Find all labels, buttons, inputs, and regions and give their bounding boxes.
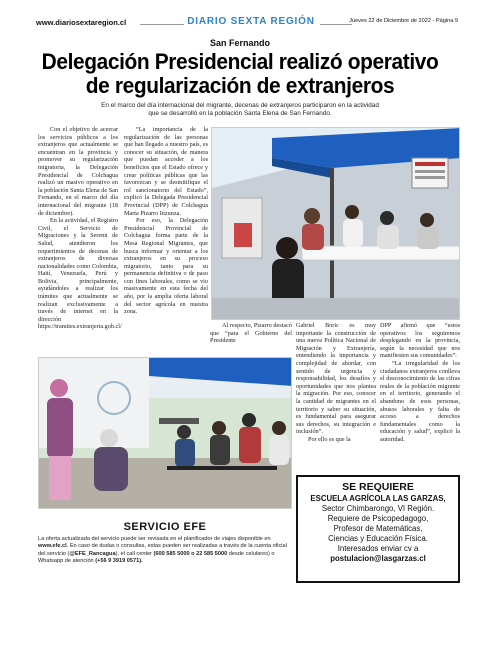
ad-school: ESCUELA AGRÍCOLA LAS GARZAS,	[310, 494, 446, 503]
paragraph: “La importancia de la regularización de las personas que han llegado a nuestro país, es conocer su situación, de manera que puedan acceder a los beneficios que el Estado ofrece y crear políticas públicas que las favorezcan y se desmitifique el rol sancionatorio del Estado”, explicó la Delegada Presidencial Provincial (DPP) de Colchagua Marta Pizarro Inzunza.	[124, 126, 208, 217]
article-column-4	[296, 322, 376, 444]
article-column-5	[380, 322, 460, 444]
masthead-rule-right	[320, 24, 352, 25]
masthead-date: Jueves 22 de Diciembre de 2022 - Página 9	[349, 18, 458, 24]
headline-line-1: Delegación Presidencial realizó operativo	[41, 49, 439, 74]
paragraph: Por ello es que la	[308, 435, 351, 443]
ad-title: SE REQUIERE	[342, 481, 414, 493]
paragraph: Con el objetivo de acercar los servicios públicos a los extranjeros que actualmente se encuentran en la provincia y promover su regularización migratoria, la Delegación Presidencial de Colchagua realizó un masivo operativo en la población Santa Elena de San Fernando, en el marco del día internacional del migrante (18 de diciembre).	[38, 126, 118, 217]
paragraph: En la actividad, el Registro Civil, el Servicio de Migraciones y la Seremi de Salud, atendieron los requerimientos de decenas de extranjeros de diversas nacionalidades como Colombia, Haití, Venezuela, Perú y Bolivia, principalmente, ayudándoles a realizar los trámites que actualmente se realizan exclusivamente a través de internet en la dirección https://tramites.extranjeria.gob.cl/	[38, 217, 122, 331]
photo-attendees	[38, 357, 292, 509]
paragraph: Gabriel Boric es muy importante la construcción de una nueva Política Nacional de Migración y Extranjería, entendiendo la importancia y complejidad de abordar, con sentido de urgencia y responsabilidad, los desafíos y oportunidades que nos plantea la migración. Por eso, conocer la cantidad de migrantes en el territorio y saber su situación, es fundamental para asegurar sus derechos, su integración e inclusión”.	[296, 322, 376, 436]
ad-line: Requiere de Psicopedagogo,	[327, 514, 429, 523]
job-advertisement	[296, 475, 460, 583]
efe-website-link[interactable]: www.efe.cl	[38, 543, 67, 550]
ad-line: Sector Chimbarongo, VI Región.	[321, 504, 435, 513]
ad-email[interactable]: postulacion@lasgarzas.cl	[330, 554, 426, 563]
efe-text: La oferta actualizada del servicio puede ser revisada en el planificador de viajes disponible en www.efe.cl. En caso de dudas o consultas, estas pueden ser realizadas a través de la cuenta oficial del servicio (@EFE_Rancagua), el call center (600 585 5000 o 22 585 5000 desde celulares) o Whatsapp de atención (+56 9 3919 0571).	[38, 536, 287, 565]
article-column-1	[38, 126, 122, 331]
efe-title: SERVICIO EFE	[123, 521, 207, 533]
efe-whatsapp: (+56 9 3919 0571).	[95, 558, 143, 565]
servicio-efe-notice	[38, 515, 292, 575]
masthead-url[interactable]: www.diariosextaregion.cl	[36, 18, 127, 27]
masthead	[36, 17, 458, 31]
article-column-3	[210, 322, 292, 345]
paragraph: Por eso, la Delegación Presidencial Provincial de Colchagua forma parte de la Mesa Regional Migrantes, que busca informar y orientar a los extranjeros en su proceso migratorio, tanto para su permanencia definitiva o de paso con fines laborales, como se vio masivamente en esta fecha del año, por la amplia oferta laboral del sector agrícola en nuestra zona.	[124, 217, 208, 316]
paragraph: Al respecto, Pizarro destacó que “para el Gobierno del Presidente	[210, 322, 292, 345]
photo-migration-tent	[211, 127, 460, 320]
masthead-name: DIARIO SEXTA REGIÓN	[187, 16, 315, 27]
paragraph: “La irregularidad de los ciudadanos extranjeros conlleva el desconocimiento de las cifras reales de la población migrante en el territorio, generando el abandono de esos personas, abusos laborales y falta de acceso a derechos fundamentales como la educación y salud”, explicó la autoridad.	[380, 359, 460, 443]
subheadline: En el marco del día internacional del migrante, decenas de extranjeros participaron en la actividad que se desarrolló en la población Santa Elena de San Fernando.	[101, 102, 379, 117]
article-column-2	[124, 126, 208, 316]
ad-line: Ciencias y Educación Física.	[328, 534, 428, 543]
section-label: San Fernando	[209, 38, 270, 48]
headline-line-2: de regularización de extranjeros	[85, 73, 395, 98]
ad-line: Interesados enviar cv a	[337, 544, 419, 553]
masthead-rule-left	[140, 24, 184, 25]
ad-line: Profesor de Matemáticas,	[333, 524, 423, 533]
paragraph: DPP afirmó que “estos operativos los seguiremos desplegando en la provincia, según la necesidad que nos manifiesten sus comunidades”.	[380, 322, 460, 360]
efe-twitter-handle[interactable]: @EFE_Rancagua	[69, 550, 116, 557]
efe-call-center: (600 585 5000 o 22 585 5000	[153, 550, 228, 557]
